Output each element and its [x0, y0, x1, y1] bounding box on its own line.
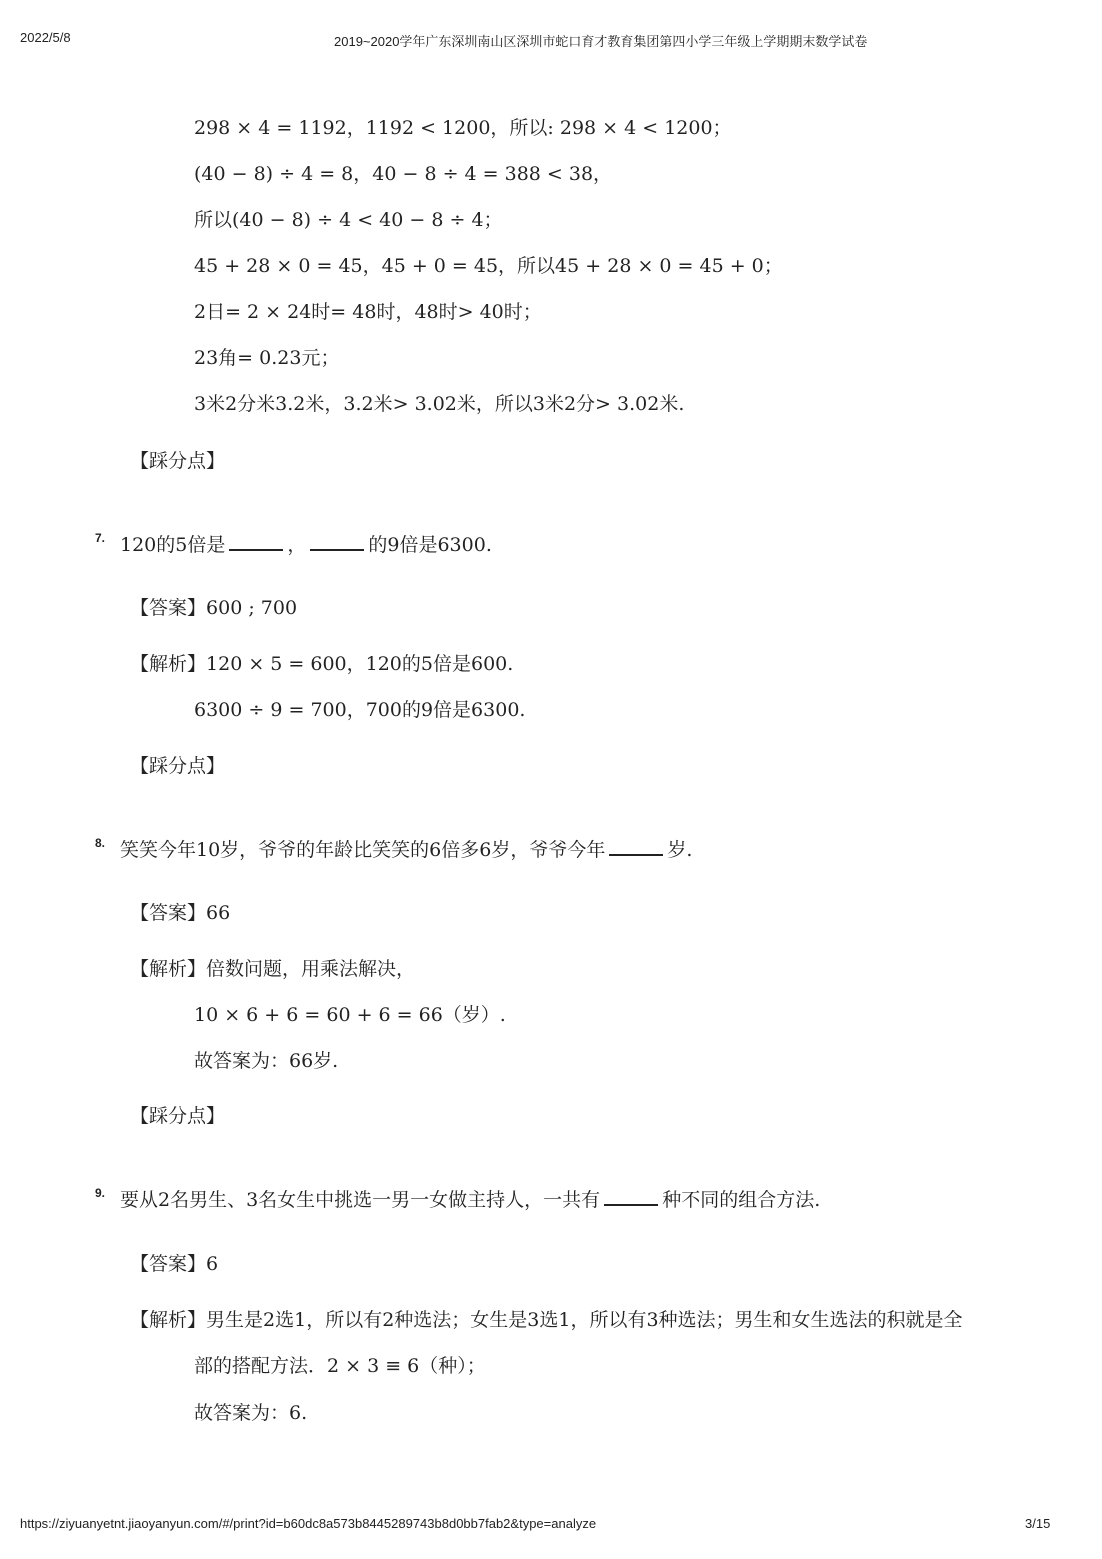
explanation-line: 45 + 28 × 0 = 45，45 + 0 = 45，所以45 + 28 × 0 = 45 + 0；	[194, 255, 783, 277]
question-text-part: 种不同的组合方法.	[662, 1189, 821, 1211]
answer-label: 【答案】	[130, 597, 207, 619]
answer-value: 600 ; 700	[206, 597, 298, 619]
analysis-line: 6300 ÷ 9 = 700，700的9倍是6300.	[194, 699, 526, 721]
explanation-line: 所以(40 − 8) ÷ 4 < 40 − 8 ÷ 4；	[194, 209, 503, 231]
question-text-part: 岁.	[667, 839, 693, 861]
question-text-part: 笑笑今年10岁，爷爷的年龄比笑笑的6倍多6岁，爷爷今年	[120, 839, 606, 861]
question-text-part: ，	[287, 534, 307, 556]
question-text-part: 的9倍是6300.	[368, 534, 492, 556]
analysis-row	[130, 1308, 963, 1332]
points-label: 【踩分点】	[130, 1105, 226, 1127]
analysis-label: 【解析】	[130, 653, 207, 675]
analysis-line: 10 × 6 + 6 = 60 + 6 = 66（岁）.	[194, 1004, 506, 1026]
answer-blank	[604, 1190, 658, 1206]
analysis-text: 倍数问题，用乘法解决，	[206, 958, 416, 980]
answer-value: 6	[206, 1253, 219, 1275]
footer-url: https://ziyuanyetnt.jiaoyanyun.com/#/print?id=b60dc8a573b8445289743b8d0bb7fab2&type=analyze	[20, 1516, 597, 1531]
question-number: 7.	[95, 531, 106, 545]
explanation-line: 2日= 2 × 24时= 48时，48时> 40时；	[194, 301, 542, 323]
analysis-line: 故答案为：66岁.	[194, 1050, 339, 1072]
explanation-line: 23角= 0.23元；	[194, 347, 340, 369]
page-number: 3/15	[1025, 1516, 1051, 1531]
analysis-text: 120 × 5 = 600，120的5倍是600.	[206, 653, 514, 675]
question-text-part: 要从2名男生、3名女生中挑选一男一女做主持人，一共有	[120, 1189, 601, 1211]
question-9-text	[120, 1188, 820, 1212]
answer-blank	[310, 535, 364, 551]
question-7-text	[120, 533, 492, 557]
analysis-line: 部的搭配方法．2 × 3 ≡ 6（种）；	[194, 1355, 486, 1377]
print-date: 2022/5/8	[20, 30, 71, 45]
answer-label: 【答案】	[130, 902, 207, 924]
answer-label: 【答案】	[130, 1253, 207, 1275]
explanation-line: (40 − 8) ÷ 4 = 8，40 − 8 ÷ 4 = 388 < 38，	[194, 163, 613, 185]
answer-row	[130, 1252, 218, 1276]
answer-row	[130, 596, 297, 620]
explanation-line: 298 × 4 = 1192，1192 < 1200，所以: 298 × 4 < 1200；	[194, 117, 732, 139]
explanation-line: 3米2分米3.2米，3.2米> 3.02米，所以3米2分> 3.02米.	[194, 393, 685, 415]
answer-value: 66	[206, 902, 231, 924]
analysis-label: 【解析】	[130, 958, 207, 980]
answer-blank	[609, 840, 663, 856]
answer-blank	[229, 535, 283, 551]
analysis-row	[130, 652, 513, 676]
document-title: 2019~2020学年广东深圳南山区深圳市蛇口育才教育集团第四小学三年级上学期期末数学试卷	[334, 34, 868, 49]
analysis-text: 男生是2选1，所以有2种选法；女生是3选1，所以有3种选法；男生和女生选法的积就是全	[206, 1309, 963, 1331]
points-label: 【踩分点】	[130, 450, 226, 472]
analysis-line: 故答案为：6.	[194, 1402, 308, 1424]
question-8-text	[120, 838, 692, 862]
analysis-row	[130, 957, 415, 981]
answer-row	[130, 901, 230, 925]
points-label: 【踩分点】	[130, 755, 226, 777]
analysis-label: 【解析】	[130, 1309, 207, 1331]
question-text-part: 120的5倍是	[120, 534, 226, 556]
question-number: 9.	[95, 1186, 106, 1200]
question-number: 8.	[95, 836, 106, 850]
